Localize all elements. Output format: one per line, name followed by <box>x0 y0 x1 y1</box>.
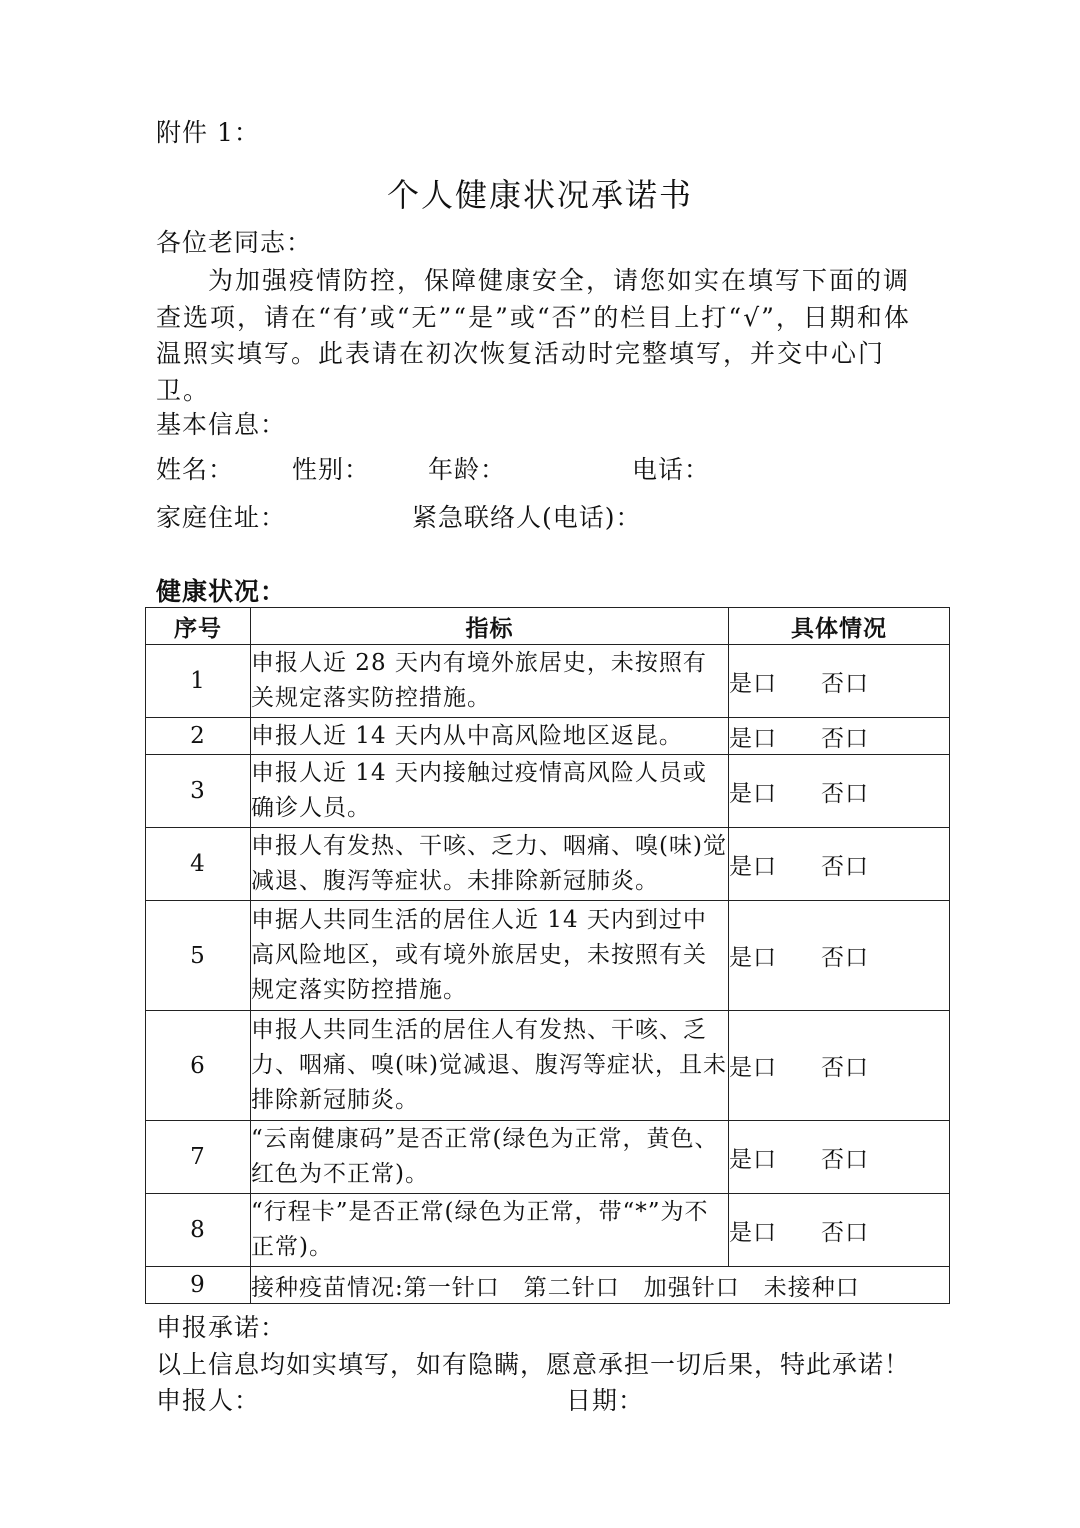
health-table <box>145 607 950 1304</box>
row-options <box>729 828 950 901</box>
no-checkbox[interactable]: 否口 <box>821 853 869 880</box>
phone-label: 电话： <box>632 455 711 484</box>
intro-text: 为加强疫情防控，保障健康安全，请您如实在填写下面的调查选项，请在“有’或“无”“是”或“否”的栏目上打“√”，日期和体温照实填写。此表请在初次恢复活动时完整填写，并交中心门卫。 <box>156 266 911 405</box>
table-row <box>146 1121 950 1194</box>
table-row <box>146 901 950 1011</box>
row-num: 4 <box>146 828 251 901</box>
table-row <box>146 1194 950 1267</box>
row-indicator: 申报人共同生活的居住人有发热、干咳、乏力、咽痛、嗅(味)觉减退、腹泻等症状，且未排除新冠肺炎。 <box>251 1011 729 1121</box>
no-checkbox[interactable]: 否口 <box>821 1146 869 1173</box>
row-num: 7 <box>146 1121 251 1194</box>
row-indicator: 申报人近 14 天内接触过疫情高风险人员或确诊人员。 <box>251 755 729 828</box>
yes-checkbox[interactable]: 是口 <box>729 1219 777 1246</box>
row-indicator: 申报人近 14 天内从中高风险地区返昆。 <box>251 718 729 755</box>
yes-checkbox[interactable]: 是口 <box>729 1146 777 1173</box>
age-label: 年龄： <box>428 455 507 484</box>
table-row <box>146 828 950 901</box>
no-checkbox[interactable]: 否口 <box>821 670 869 697</box>
row-indicator: 申报人近 28 天内有境外旅居史，未按照有关规定落实防控措施。 <box>251 645 729 718</box>
basic-info-heading: 基本信息： <box>156 410 287 439</box>
table-header-row <box>146 608 950 645</box>
address-label: 家庭住址： <box>156 503 287 532</box>
row-options <box>729 718 950 755</box>
commitment-heading: 申报承诺： <box>156 1313 287 1342</box>
emergency-contact-label: 紧急联络人(电话)： <box>412 503 642 532</box>
vaccine-option-first-dose[interactable]: 第一针口 <box>403 1274 500 1301</box>
row-options <box>729 755 950 828</box>
row-options <box>729 645 950 718</box>
vaccine-option-not-vaccinated[interactable]: 未接种口 <box>763 1274 860 1301</box>
yes-checkbox[interactable]: 是口 <box>729 853 777 880</box>
vaccine-label: 接种疫苗情况: <box>251 1274 404 1301</box>
no-checkbox[interactable]: 否口 <box>821 945 869 971</box>
row-num: 8 <box>146 1194 251 1267</box>
table-row <box>146 645 950 718</box>
row-indicator: 申报人有发热、干咳、乏力、咽痛、嗅(味)觉减退、腹泻等症状。未排除新冠肺炎。 <box>251 828 729 901</box>
declarant-label: 申报人： <box>156 1386 261 1415</box>
vaccine-cell <box>251 1267 950 1304</box>
row-options <box>729 1011 950 1121</box>
header-indicator: 指标 <box>251 608 729 645</box>
row-num: 9 <box>146 1267 251 1304</box>
yes-checkbox[interactable]: 是口 <box>729 670 777 697</box>
no-checkbox[interactable]: 否口 <box>821 725 869 752</box>
table-row <box>146 1011 950 1121</box>
commitment-text: 以上信息均如实填写，如有隐瞒，愿意承担一切后果，特此承诺！ <box>156 1350 911 1379</box>
row-num: 1 <box>146 645 251 718</box>
row-indicator: “云南健康码”是否正常(绿色为正常，黄色、红色为不正常)。 <box>251 1121 729 1194</box>
yes-checkbox[interactable]: 是口 <box>729 1055 777 1081</box>
vaccine-option-booster[interactable]: 加强针口 <box>643 1274 740 1301</box>
row-num: 2 <box>146 718 251 755</box>
row-indicator: 申据人共同生活的居住人近 14 天内到过中高风险地区，或有境外旅居史，未按照有关规定落实防控措施。 <box>251 901 729 1011</box>
row-num: 3 <box>146 755 251 828</box>
row-num: 6 <box>146 1011 251 1121</box>
yes-checkbox[interactable]: 是口 <box>729 945 777 971</box>
row-options <box>729 1194 950 1267</box>
date-label: 日期： <box>566 1386 645 1415</box>
no-checkbox[interactable]: 否口 <box>821 1219 869 1246</box>
yes-checkbox[interactable]: 是口 <box>729 780 777 807</box>
row-options <box>729 1121 950 1194</box>
header-situation: 具体情况 <box>729 608 950 645</box>
yes-checkbox[interactable]: 是口 <box>729 725 777 752</box>
greeting: 各位老同志： <box>156 228 313 257</box>
table-row <box>146 755 950 828</box>
row-options <box>729 901 950 1011</box>
vaccine-option-second-dose[interactable]: 第二针口 <box>523 1274 620 1301</box>
attachment-label: 附件 1： <box>156 118 260 147</box>
table-row-vaccine <box>146 1267 950 1304</box>
gender-label: 性别： <box>292 455 371 484</box>
row-num: 5 <box>146 901 251 1011</box>
row-indicator: “行程卡”是否正常(绿色为正常，带“*”为不正常)。 <box>251 1194 729 1267</box>
name-label: 姓名： <box>156 455 235 484</box>
table-row <box>146 718 950 755</box>
page-title: 个人健康状况承诺书 <box>386 176 693 214</box>
health-heading: 健康状况： <box>156 577 287 606</box>
no-checkbox[interactable]: 否口 <box>821 1055 869 1081</box>
intro-paragraph <box>156 263 926 409</box>
header-num: 序号 <box>146 608 251 645</box>
no-checkbox[interactable]: 否口 <box>821 780 869 807</box>
